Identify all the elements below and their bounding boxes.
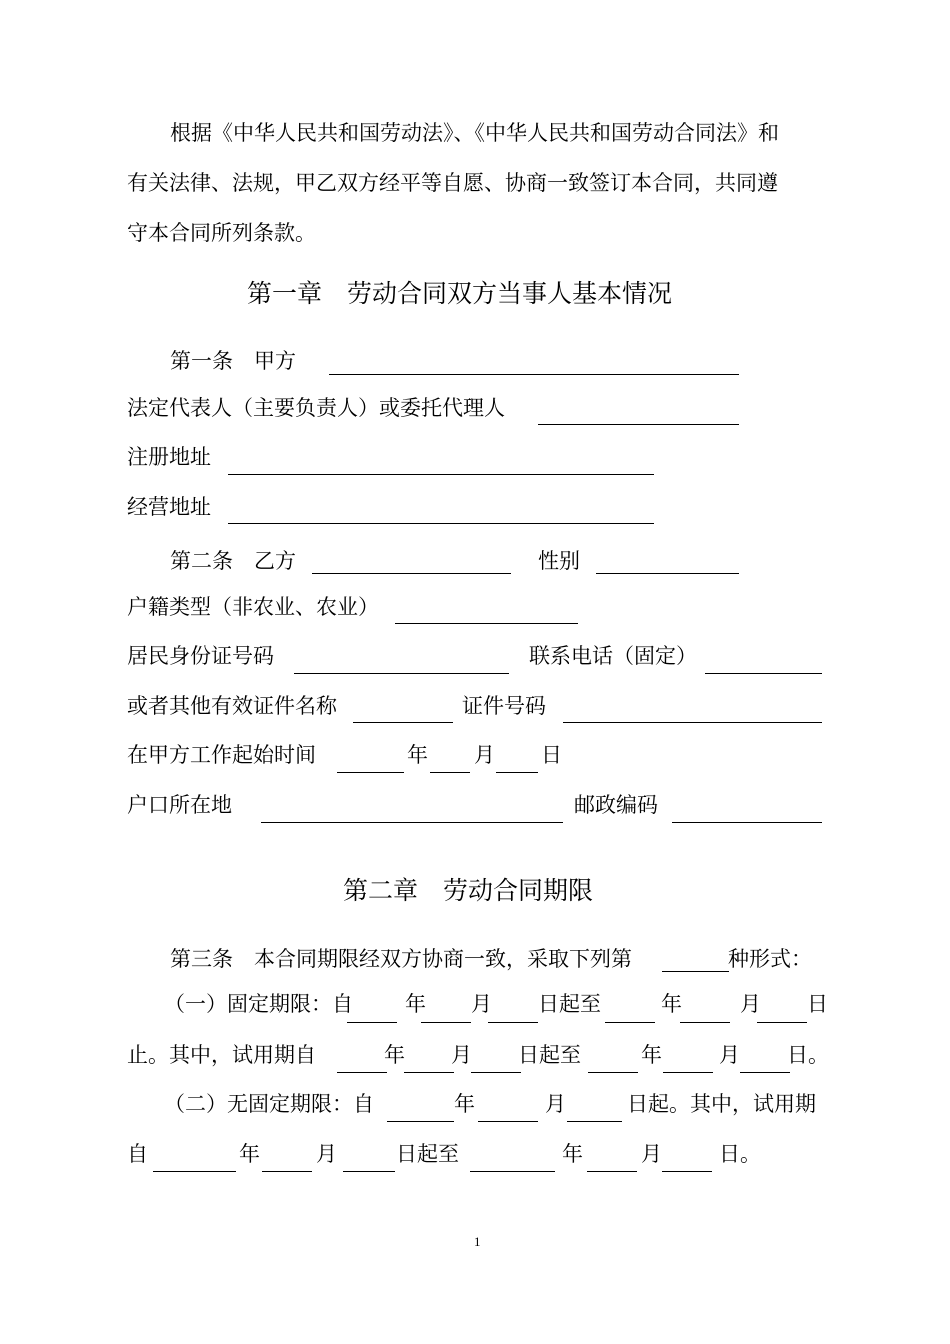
open-zi-label: 自 — [127, 1142, 148, 1166]
party-a-field[interactable] — [329, 374, 739, 375]
id-number-label: 居民身份证号码 — [127, 644, 274, 668]
open-prob-end-day-label: 日。 — [719, 1142, 761, 1166]
fixed-start-month-field[interactable] — [421, 1022, 471, 1023]
reg-address-label: 注册地址 — [127, 445, 211, 469]
open-prob-start-day-field[interactable] — [343, 1171, 395, 1172]
form-choice-field[interactable] — [662, 971, 729, 972]
open-prob-end-year-label: 年 — [562, 1142, 583, 1166]
fixed-end-year-field[interactable] — [605, 1022, 655, 1023]
open-start-year-label: 年 — [454, 1092, 475, 1116]
fixed-end-month-label: 月 — [740, 992, 761, 1016]
fixed-prob-start-day-field[interactable] — [471, 1072, 521, 1073]
start-month-field[interactable] — [430, 772, 470, 773]
start-work-label: 在甲方工作起始时间 — [127, 743, 316, 767]
other-doc-field[interactable] — [353, 722, 453, 723]
gender-field[interactable] — [596, 573, 739, 574]
open-prob-end-month-label: 月 — [641, 1142, 662, 1166]
fixed-start-year-field[interactable] — [347, 1022, 397, 1023]
postcode-field[interactable] — [672, 822, 822, 823]
hukou-type-field[interactable] — [395, 623, 578, 624]
hukou-type-label: 户籍类型（非农业、农业） — [127, 595, 379, 619]
fixed-start-day-field[interactable] — [488, 1022, 538, 1023]
article-2-label: 第二条 乙方 — [170, 549, 296, 573]
fixed-prob-start-year-label: 年 — [384, 1043, 405, 1067]
article-1-label: 第一条 甲方 — [170, 349, 296, 373]
article-3-text: 第三条 本合同期限经双方协商一致，采取下列第 — [170, 947, 632, 971]
intro-line-3: 守本合同所列条款。 — [127, 221, 316, 245]
fixed-prob-end-day-label: 日。 — [787, 1043, 829, 1067]
id-number-field[interactable] — [294, 673, 509, 674]
fixed-prob-end-month-label: 月 — [719, 1043, 740, 1067]
doc-number-label: 证件号码 — [462, 694, 546, 718]
start-year-field[interactable] — [337, 772, 404, 773]
open-term-label: （二）无固定期限：自 — [164, 1092, 374, 1116]
open-prob-end-year-field[interactable] — [470, 1171, 555, 1172]
hukou-place-field[interactable] — [261, 822, 563, 823]
fixed-qi-zhi-label: 日起至 — [538, 992, 601, 1016]
legal-rep-field[interactable] — [538, 424, 739, 425]
legal-rep-label: 法定代表人（主要负责人）或委托代理人 — [127, 396, 505, 420]
chapter-2-title: 第二章 劳动合同期限 — [343, 876, 594, 905]
open-prob-end-day-field[interactable] — [662, 1171, 712, 1172]
fixed-end-year-label: 年 — [661, 992, 682, 1016]
fixed-prob-end-year-field[interactable] — [588, 1072, 638, 1073]
open-probation-label: 日起。其中，试用期 — [627, 1092, 816, 1116]
open-prob-start-month-label: 月 — [316, 1142, 337, 1166]
fixed-end-day-label: 日 — [807, 992, 828, 1016]
biz-address-label: 经营地址 — [127, 495, 211, 519]
open-prob-start-year-field[interactable] — [153, 1171, 236, 1172]
open-prob-end-month-field[interactable] — [587, 1171, 637, 1172]
article-3-suffix: 种形式： — [728, 947, 812, 971]
start-month-label: 月 — [474, 743, 495, 767]
intro-line-2: 有关法律、法规，甲乙双方经平等自愿、协商一致签订本合同，共同遵 — [127, 171, 778, 195]
fixed-end-day-field[interactable] — [757, 1022, 807, 1023]
start-day-label: 日 — [541, 743, 562, 767]
doc-number-field[interactable] — [563, 722, 822, 723]
intro-line-1: 根据《中华人民共和国劳动法》、《中华人民共和国劳动合同法》和 — [170, 121, 779, 145]
hukou-place-label: 户口所在地 — [127, 793, 232, 817]
fixed-term-label: （一）固定期限：自 — [164, 992, 353, 1016]
fixed-prob-qi-zhi-label: 日起至 — [518, 1043, 581, 1067]
fixed-end-month-field[interactable] — [680, 1022, 730, 1023]
fixed-prob-start-month-field[interactable] — [404, 1072, 454, 1073]
fixed-probation-label: 止。其中，试用期自 — [127, 1043, 316, 1067]
fixed-prob-start-year-field[interactable] — [337, 1072, 387, 1073]
open-prob-qi-zhi-label: 日起至 — [396, 1142, 459, 1166]
gender-label: 性别 — [538, 549, 580, 573]
fixed-prob-end-day-field[interactable] — [740, 1072, 790, 1073]
open-start-year-field[interactable] — [387, 1121, 454, 1122]
open-prob-start-year-label: 年 — [239, 1142, 260, 1166]
fixed-prob-start-month-label: 月 — [451, 1043, 472, 1067]
open-start-day-field[interactable] — [567, 1121, 622, 1122]
page-number: 1 — [474, 1234, 481, 1249]
phone-label: 联系电话（固定） — [529, 644, 697, 668]
open-start-month-label: 月 — [545, 1092, 566, 1116]
open-start-month-field[interactable] — [478, 1121, 538, 1122]
fixed-start-year-label: 年 — [405, 992, 426, 1016]
other-doc-label: 或者其他有效证件名称 — [127, 694, 337, 718]
fixed-start-month-label: 月 — [471, 992, 492, 1016]
start-day-field[interactable] — [496, 772, 538, 773]
party-b-field[interactable] — [312, 573, 511, 574]
reg-address-field[interactable] — [228, 474, 654, 475]
start-year-label: 年 — [407, 743, 428, 767]
open-prob-start-month-field[interactable] — [262, 1171, 312, 1172]
biz-address-field[interactable] — [228, 523, 654, 524]
phone-field[interactable] — [705, 673, 822, 674]
fixed-prob-end-month-field[interactable] — [663, 1072, 713, 1073]
chapter-1-title: 第一章 劳动合同双方当事人基本情况 — [247, 279, 673, 308]
fixed-prob-end-year-label: 年 — [641, 1043, 662, 1067]
postcode-label: 邮政编码 — [574, 793, 658, 817]
